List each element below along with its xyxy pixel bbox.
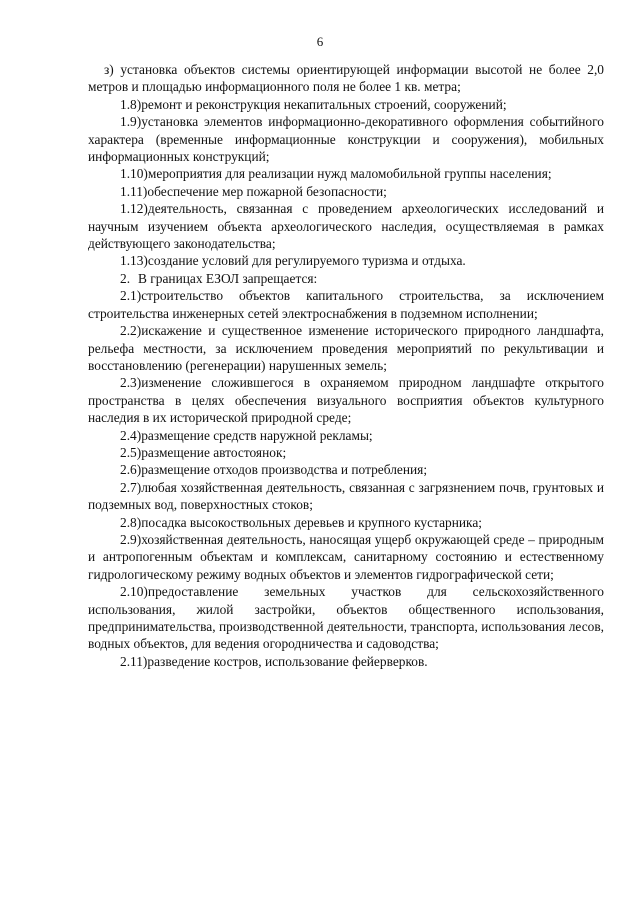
item-text: хозяйственная деятельность, наносящая ущерб окружающей среде – природным и антропогенным объектам и комплексам, санитарному состоянию и естественному гидрологическому режиму водных объектов и элементов гидрографической сети;	[88, 531, 604, 582]
item-number: 2.6)	[120, 462, 142, 478]
item-number: 1.8)	[120, 96, 142, 112]
item-text: разведение костров, использование фейерверков.	[147, 653, 428, 669]
list-item	[88, 531, 604, 583]
item-number: 2.4)	[120, 427, 142, 443]
item-text: строительство объектов капитального строительства, за исключением строительства инженерных сетей электроснабжения в подземном исполнении;	[88, 288, 604, 321]
item-number: 2.3)	[120, 375, 142, 391]
item-text: мероприятия для реализации нужд маломобильной группы населения;	[147, 166, 552, 182]
list-item	[88, 165, 604, 182]
list-item	[88, 96, 604, 113]
list-item	[88, 427, 604, 444]
section-heading	[88, 270, 604, 287]
item-number: 2.	[120, 270, 131, 286]
item-text: искажение и существенное изменение исторического природного ландшафта, рельефа местности, за исключением проведения мероприятий по рекультивации и восстановлению (регенерации) нарушенных земель;	[88, 323, 604, 373]
item-text: создание условий для регулируемого туризма и отдыха.	[147, 253, 466, 269]
list-item	[88, 252, 604, 269]
list-item	[88, 322, 604, 374]
list-item	[88, 514, 604, 531]
item-text: размещение средств наружной рекламы;	[141, 427, 373, 443]
list-item	[88, 461, 604, 478]
item-text: установка элементов информационно-декоративного оформления событийного характера (временные информационные конструкции и сооружения), мобильных информационных конструкций;	[88, 114, 604, 165]
list-item	[88, 444, 604, 461]
list-item	[88, 61, 604, 96]
item-number: 2.7)	[120, 479, 142, 495]
item-text: любая хозяйственная деятельность, связанная с загрязнением почв, грунтовых и подземных вод, поверхностных стоков;	[88, 479, 604, 513]
item-number: 2.1)	[120, 288, 142, 304]
list-item	[88, 287, 604, 322]
item-number: 2.2)	[120, 323, 142, 339]
item-text: деятельность, связанная с проведением археологических исследований и научным изучением объекта археологического наследия, осуществляемая в рамках действующего законодательства;	[88, 201, 604, 252]
item-number: 1.10)	[120, 166, 148, 182]
item-text: размещение автостоянок;	[141, 444, 287, 460]
list-item	[88, 479, 604, 514]
list-item	[88, 200, 604, 252]
item-text: изменение сложившегося в охраняемом природном ландшафте открытого пространства в целях обеспечения визуального восприятия объектов культурного наследия в их исторической природной среде;	[88, 375, 604, 426]
list-item	[88, 653, 604, 670]
item-number: 2.8)	[120, 514, 142, 530]
list-item	[88, 183, 604, 200]
item-text: ремонт и реконструкция некапитальных строений, сооружений;	[141, 96, 507, 112]
document-body	[88, 61, 604, 670]
item-number: 2.5)	[120, 444, 142, 460]
item-number: 2.10)	[120, 584, 148, 600]
list-item	[88, 583, 604, 653]
page-number: 6	[316, 34, 324, 49]
list-item	[88, 374, 604, 426]
list-item	[88, 113, 604, 165]
item-text: предоставление земельных участков для сельскохозяйственного использования, жилой застройки, объектов общественного использования, предпринимательства, производственной деятельности, транспорта, использования лесов, водных объектов, для ведения огородничества и садоводства;	[88, 584, 604, 652]
item-text: обеспечение мер пожарной безопасности;	[147, 183, 387, 199]
item-text: В границах ЕЗОЛ запрещается:	[138, 270, 318, 286]
item-number: 1.11)	[120, 183, 148, 199]
item-number: 2.9)	[120, 531, 142, 547]
item-text: размещение отходов производства и потребления;	[141, 462, 428, 478]
item-number: 2.11)	[120, 653, 148, 669]
item-number: 1.13)	[120, 253, 148, 269]
item-number: 1.12)	[120, 201, 148, 217]
item-text: з) установка объектов системы ориентирующей информации высотой не более 2,0 метров и площадью информационного поля не более 1 кв. метра;	[88, 62, 604, 95]
item-number: 1.9)	[120, 114, 142, 130]
item-text: посадка высокоствольных деревьев и крупного кустарника;	[141, 514, 483, 530]
